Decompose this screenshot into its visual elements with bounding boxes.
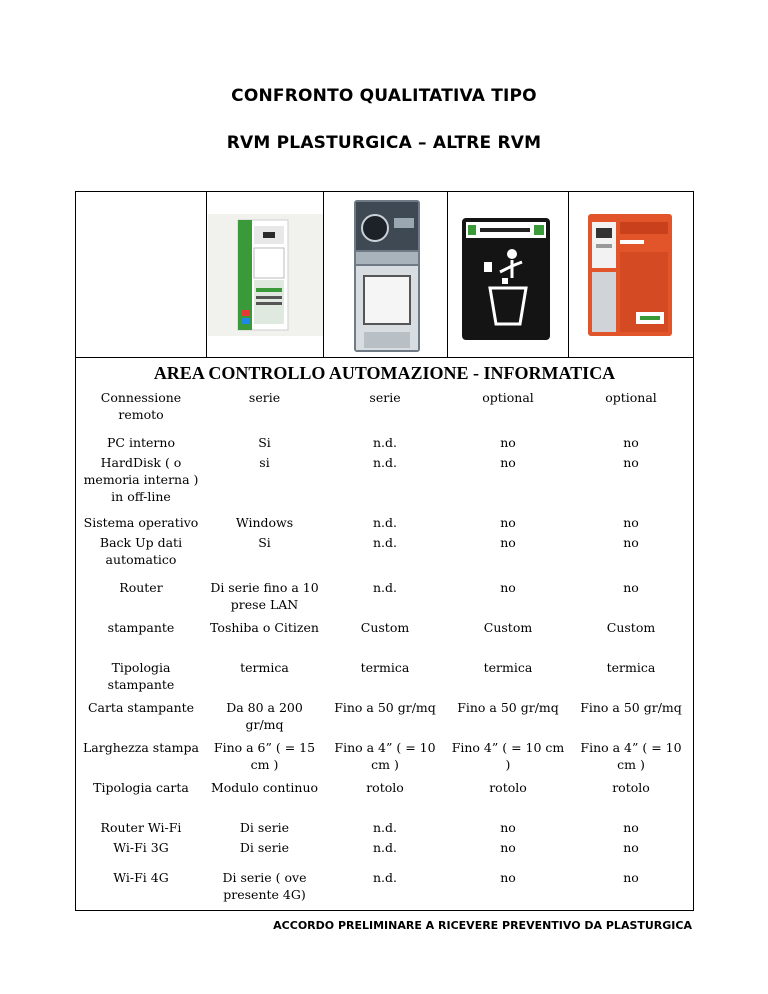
cell-rvm-2: serie [369,390,401,405]
table-row [76,534,693,579]
table-row [76,779,693,819]
table-row [76,454,693,514]
cell-rvm-3: no [500,515,516,530]
cell-rvm-2: n.d. [373,870,397,885]
row-label: Tipologia carta [93,780,189,795]
cell-rvm-4: no [623,840,639,855]
table-row [76,434,693,454]
cell-rvm-3: no [500,580,516,595]
cell-rvm-1: Di serie ( ove presente 4G) [222,870,307,902]
row-label: Back Up dati automatico [99,535,183,567]
specs-table [76,389,693,909]
photos-row [76,192,693,358]
cell-rvm-1: Modulo continuo [210,780,319,795]
table-row [76,839,693,869]
row-label: Tipologia stampante [107,660,175,692]
cell-rvm-4: optional [605,390,657,405]
title-line-1: CONFRONTO QUALITATIVA TIPO [231,86,537,106]
cell-rvm-1: Windows [235,515,294,530]
table-row [76,389,693,434]
rvm-plasturgica-photo [208,192,323,357]
cell-rvm-3: Fino a 50 gr/mq [457,700,559,715]
row-label: Router Wi-Fi [100,820,182,835]
cell-rvm-2: Custom [360,620,410,635]
cell-rvm-2: Fino a 4” ( = 10 cm ) [334,740,436,772]
cell-rvm-3: rotolo [489,780,527,795]
cell-rvm-1: termica [240,660,289,675]
cell-rvm-1: Da 80 a 200 gr/mq [226,700,303,732]
table-row [76,514,693,534]
cell-rvm-2: rotolo [366,780,404,795]
cell-rvm-2: n.d. [373,840,397,855]
cell-rvm-1: si [259,455,270,470]
title-line-2: RVM PLASTURGICA – ALTRE RVM [226,133,542,153]
cell-rvm-1: Fino a 6” ( = 15 cm ) [213,740,316,772]
cell-rvm-2: n.d. [373,820,397,835]
table-row [76,659,693,699]
cell-rvm-4: termica [606,660,656,675]
cell-rvm-3: termica [483,660,533,675]
cell-rvm-1: Di serie [239,820,290,835]
row-label: Router [119,580,163,595]
cell-rvm-4: no [623,435,639,450]
cell-rvm-4: no [623,870,639,885]
table-row [76,699,693,739]
cell-rvm-3: optional [482,390,534,405]
table-row [76,619,693,659]
table-row [76,869,693,909]
row-label: stampante [107,620,175,635]
cell-rvm-1: serie [248,390,281,405]
row-label: PC interno [107,435,175,450]
cell-rvm-1: Si [258,535,271,550]
rvm-black-photo [456,192,556,357]
cell-rvm-2: n.d. [373,535,397,550]
cell-rvm-2: n.d. [373,515,397,530]
cell-rvm-4: no [623,535,639,550]
cell-rvm-3: no [500,435,516,450]
cell-rvm-3: no [500,820,516,835]
cell-rvm-4: no [623,455,639,470]
cell-rvm-3: Custom [483,620,533,635]
row-label: Sistema operativo [83,515,199,530]
cell-rvm-3: no [500,455,516,470]
cell-rvm-1: Di serie fino a 10 prese LAN [210,580,319,612]
cell-rvm-2: Fino a 50 gr/mq [334,700,436,715]
table-row [76,579,693,619]
cell-rvm-4: rotolo [612,780,650,795]
row-label: Wi-Fi 4G [113,870,169,885]
rvm-orange-photo [580,192,680,357]
row-label: Carta stampante [87,700,195,715]
cell-rvm-2: n.d. [373,455,397,470]
cell-rvm-4: no [623,580,639,595]
cell-rvm-3: no [500,840,516,855]
cell-rvm-4: Custom [606,620,656,635]
cell-rvm-2: termica [360,660,410,675]
cell-rvm-3: Fino 4” ( = 10 cm ) [451,740,565,772]
cell-rvm-3: no [500,535,516,550]
cell-rvm-4: Fino a 4” ( = 10 cm ) [580,740,682,772]
rvm-grey-photo [342,192,432,357]
section-title: AREA CONTROLLO AUTOMAZIONE - INFORMATICA [153,363,616,383]
row-label: HardDisk ( o memoria interna ) in off-line [83,455,199,504]
cell-rvm-4: Fino a 50 gr/mq [580,700,682,715]
row-label: Wi-Fi 3G [113,840,169,855]
comparison-sheet [75,191,694,911]
cell-rvm-4: no [623,820,639,835]
cell-rvm-1: Si [258,435,271,450]
table-row [76,739,693,779]
row-label: Larghezza stampa [83,740,199,755]
row-label: Connessione remoto [100,390,182,422]
cell-rvm-1: Toshiba o Citizen [210,620,319,635]
cell-rvm-1: Di serie [239,840,290,855]
cell-rvm-2: n.d. [373,580,397,595]
table-row [76,819,693,839]
footer-text: ACCORDO PRELIMINARE A RICEVERE PREVENTIVO DA PLASTURGICA [273,919,692,932]
cell-rvm-2: n.d. [373,435,397,450]
cell-rvm-3: no [500,870,516,885]
cell-rvm-4: no [623,515,639,530]
